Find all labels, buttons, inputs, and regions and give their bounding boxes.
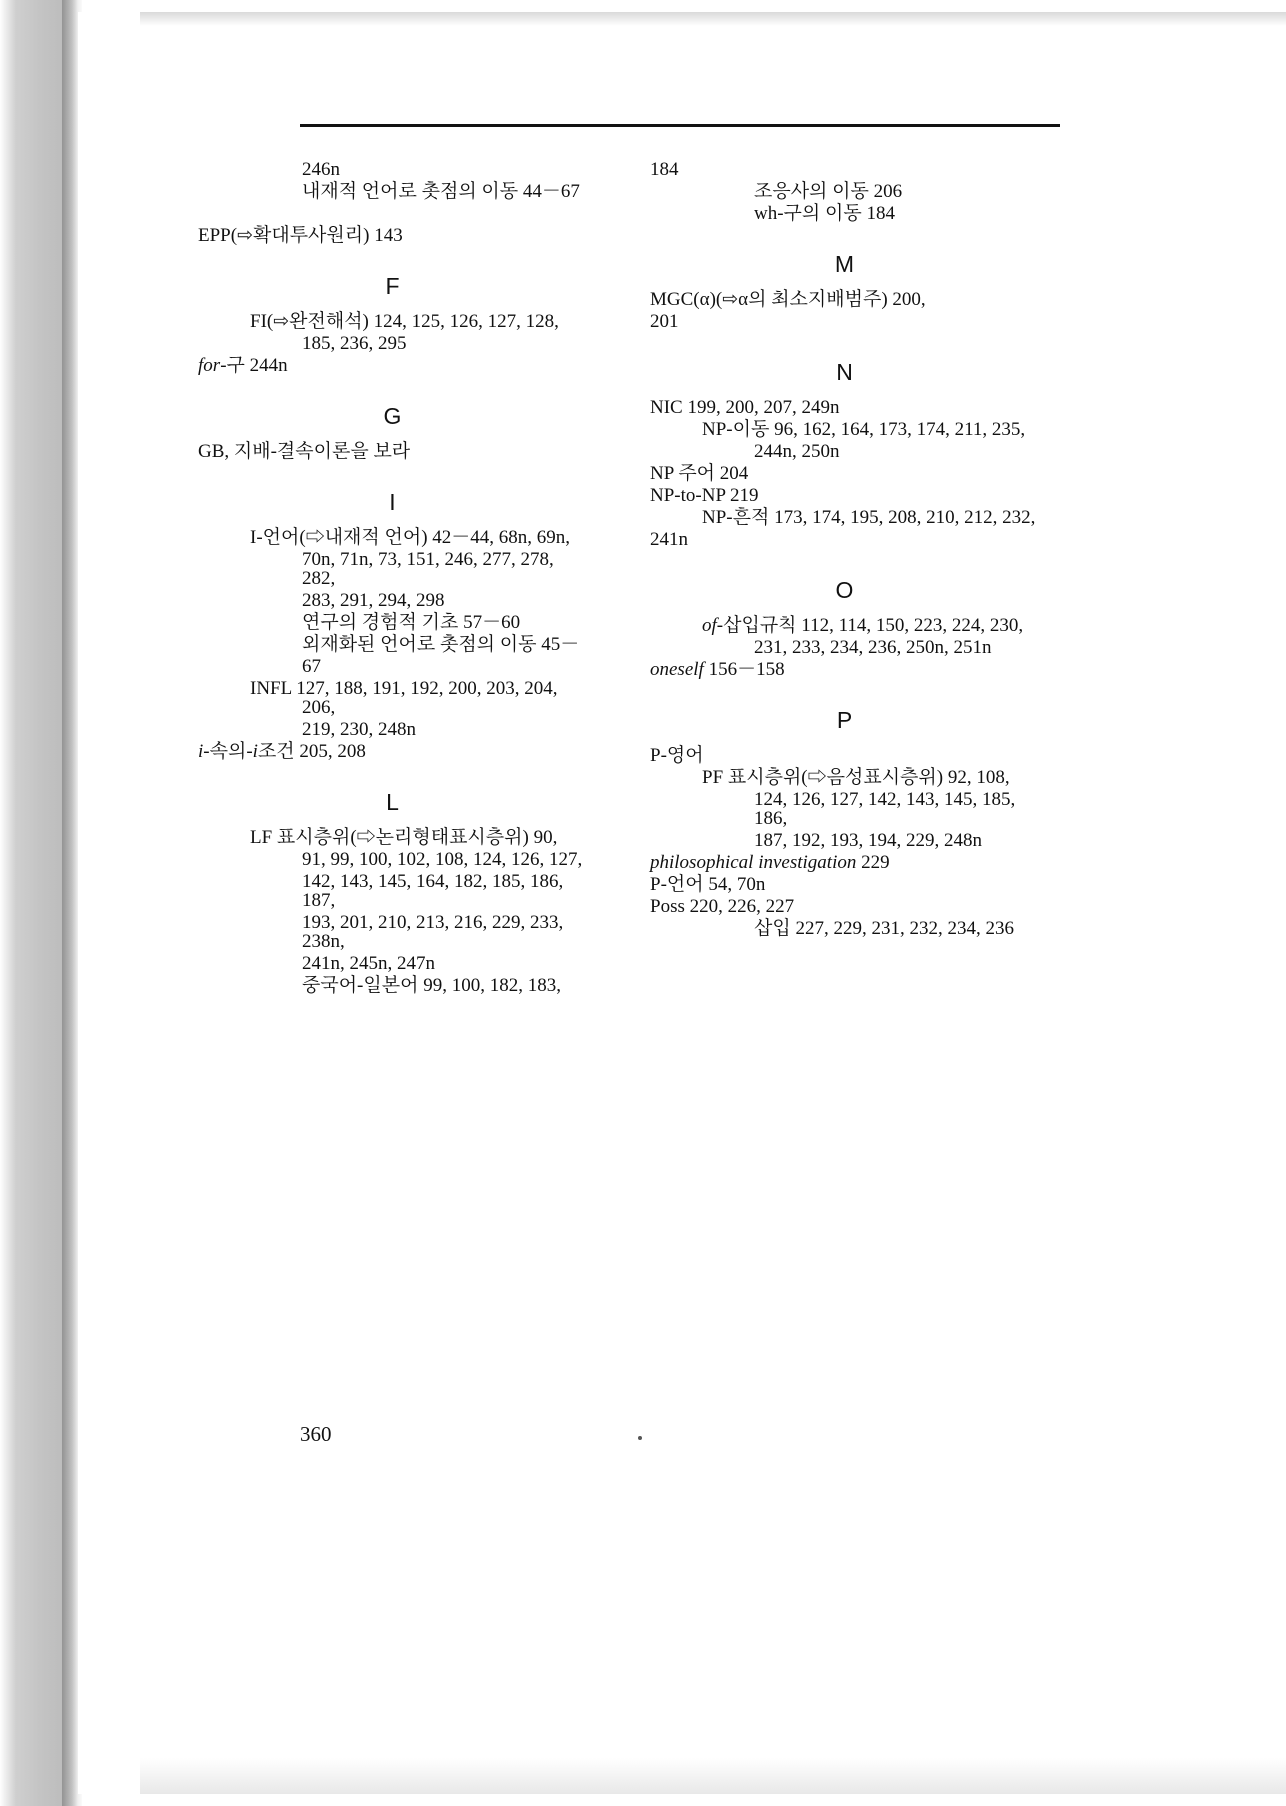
index-entry: FI(⇨완전해석) 124, 125, 126, 127, 128, [250, 311, 559, 332]
index-entry-continuation: 내재적 언어로 촛점의 이동 44－67 [302, 181, 580, 202]
index-entry-continuation: 246n [302, 159, 340, 180]
index-entry: LF 표시층위(⇨논리형태표시층위) 90, [250, 827, 558, 848]
index-entry: 201 [650, 311, 679, 332]
index-letter-heading: N [836, 359, 854, 385]
index-entry: P-영어 [650, 745, 704, 766]
index-column-right [636, 160, 1040, 998]
index-entry: NP-이동 96, 162, 164, 173, 174, 211, 235, [702, 419, 1026, 440]
index-letter-heading: P [836, 707, 854, 733]
book-page [78, 12, 1286, 1794]
index-entry-continuation: 124, 126, 127, 142, 143, 145, 185, 186, [754, 789, 1016, 829]
index-entry-continuation: 231, 233, 234, 236, 250n, 251n [754, 637, 992, 658]
index-entry: NP-흔적 173, 174, 195, 208, 210, 212, 232, [702, 507, 1036, 528]
index-entry: GB, 지배-결속이론을 보라 [198, 441, 411, 462]
index-entry: oneself 156－158 [650, 659, 785, 680]
index-entry: NIC 199, 200, 207, 249n [650, 397, 840, 418]
index-entry-continuation: 241n, 245n, 247n [302, 953, 435, 974]
footer-dot [638, 1436, 642, 1440]
index-letter-heading: F [385, 273, 401, 299]
index-entry-continuation: 67 [302, 656, 321, 677]
index-letter-heading: I [389, 489, 397, 515]
index-entry-continuation: 187, 192, 193, 194, 229, 248n [754, 830, 982, 851]
index-entry: EPP(⇨확대투사원리) 143 [198, 225, 403, 246]
index-entry-continuation: 185, 236, 295 [302, 333, 407, 354]
index-entry-continuation: wh-구의 이동 184 [754, 203, 895, 224]
index-entry: MGC(α)(⇨α의 최소지배범주) 200, [650, 289, 926, 310]
index-entry-continuation: 외재화된 언어로 촛점의 이동 45－ [302, 634, 580, 655]
index-entry-continuation: 283, 291, 294, 298 [302, 590, 445, 611]
index-columns [198, 160, 1208, 998]
page-bottom-edge [140, 1758, 1286, 1794]
index-entry: INFL 127, 188, 191, 192, 200, 203, 204, 206, [250, 678, 558, 718]
index-entry-continuation: 219, 230, 248n [302, 719, 416, 740]
header-rule [300, 124, 1060, 127]
index-entry: NP-to-NP 219 [650, 485, 759, 506]
page-number: 360 [300, 1422, 332, 1446]
index-letter-heading: G [383, 403, 403, 429]
index-entry-continuation: 142, 143, 145, 164, 182, 185, 186, 187, [302, 871, 564, 911]
index-column-left [198, 160, 588, 998]
index-entry: i-속의-i조건 205, 208 [198, 741, 366, 762]
index-entry-continuation: 연구의 경험적 기초 57－60 [302, 612, 521, 633]
index-entry: of-삽입규칙 112, 114, 150, 223, 224, 230, [702, 615, 1024, 636]
index-entry-continuation: 삽입 227, 229, 231, 232, 234, 236 [754, 918, 1014, 939]
index-letter-heading: M [834, 251, 856, 277]
index-entry-continuation: 중국어-일본어 99, 100, 182, 183, [302, 975, 561, 996]
index-entry: 241n [650, 529, 688, 550]
index-entry: 184 [650, 159, 679, 180]
index-entry: for-구 244n [198, 355, 288, 376]
index-entry: I-언어(⇨내재적 언어) 42－44, 68n, 69n, [250, 527, 571, 548]
index-entry-continuation: 193, 201, 210, 213, 216, 229, 233, 238n, [302, 912, 564, 952]
index-letter-heading: O [835, 577, 855, 603]
index-entry-continuation: 91, 99, 100, 102, 108, 124, 126, 127, [302, 849, 583, 870]
index-entry: PF 표시층위(⇨음성표시층위) 92, 108, [702, 767, 1010, 788]
page-top-edge [140, 12, 1286, 26]
index-entry: philosophical investigation 229 [650, 852, 890, 873]
index-entry: NP 주어 204 [650, 463, 749, 484]
index-entry-continuation: 조응사의 이동 206 [754, 181, 903, 202]
index-letter-heading: L [386, 789, 400, 815]
index-entry: P-언어 54, 70n [650, 874, 766, 895]
index-entry-continuation: 244n, 250n [754, 441, 840, 462]
index-entry-continuation: 70n, 71n, 73, 151, 246, 277, 278, 282, [302, 549, 554, 589]
index-spacer [198, 204, 588, 226]
index-entry: Poss 220, 226, 227 [650, 896, 795, 917]
